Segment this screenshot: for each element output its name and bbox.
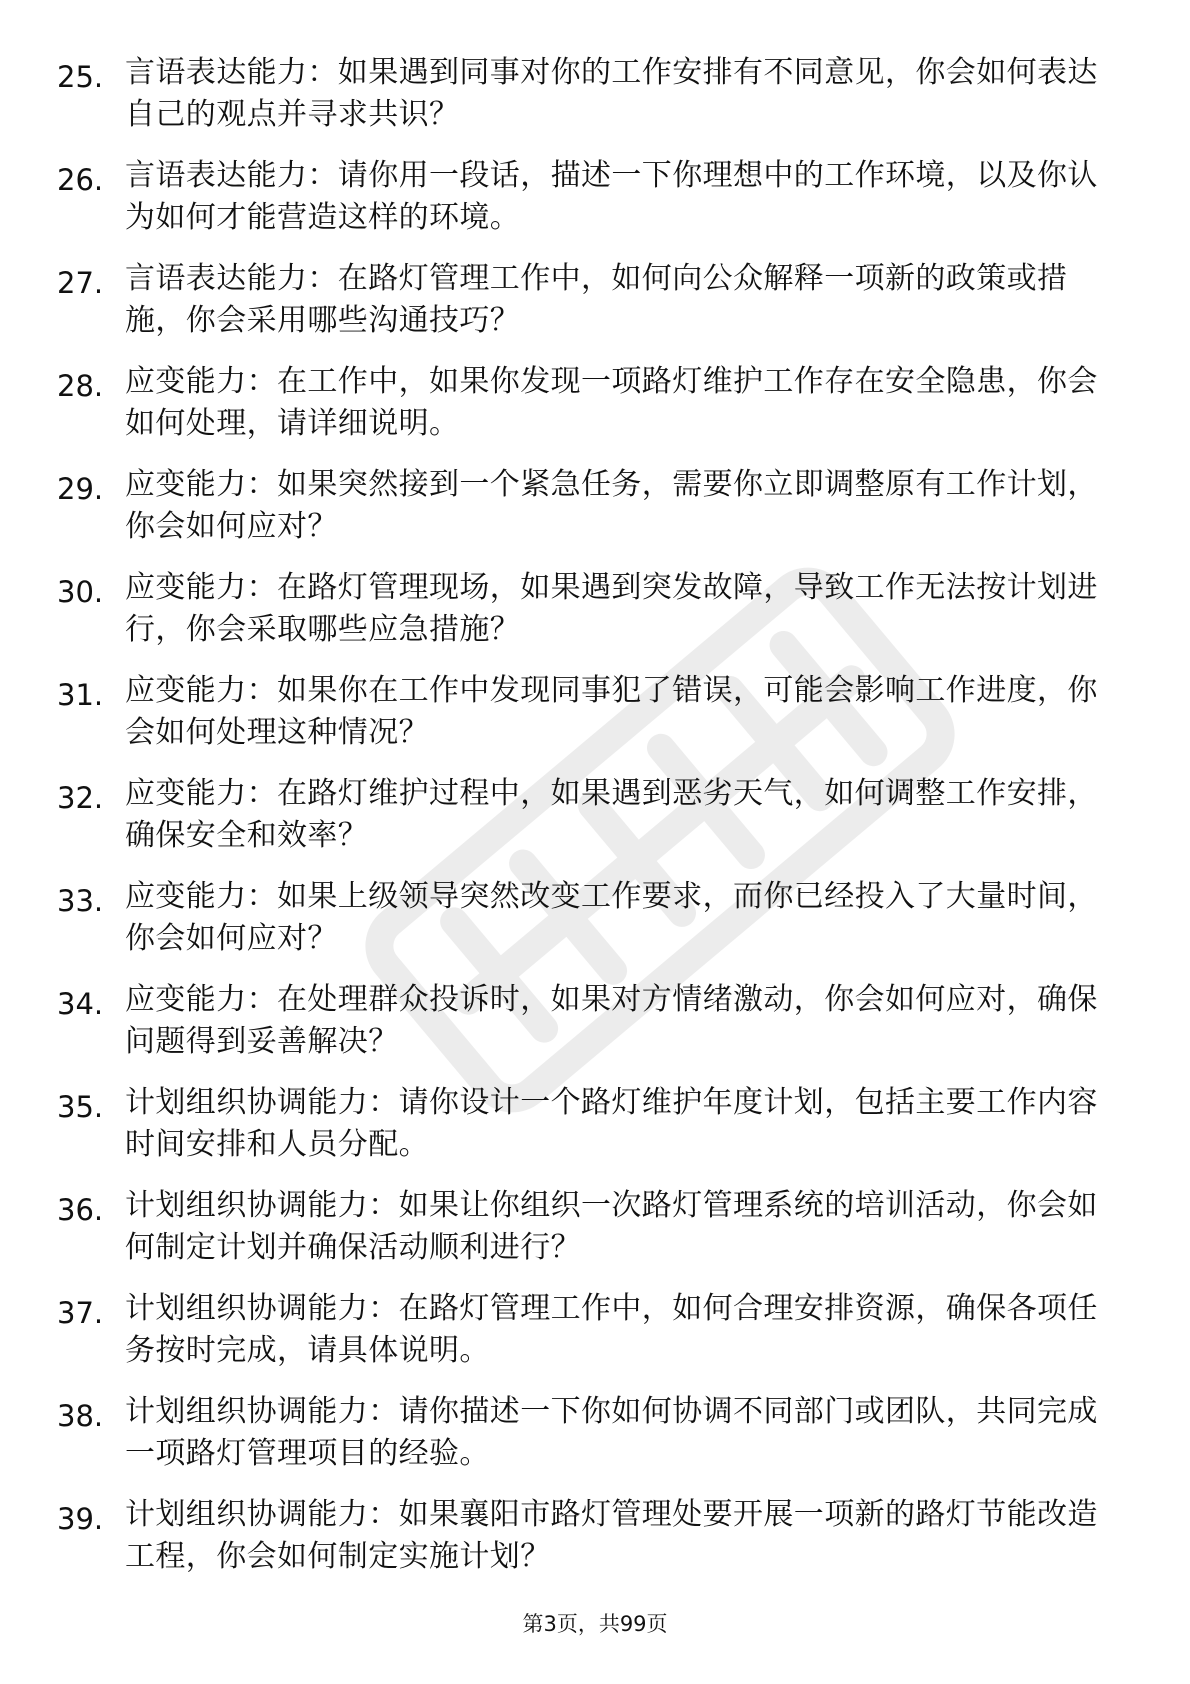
- question-number: 30.: [57, 575, 104, 609]
- question-item: [0, 969, 1190, 1072]
- question-text: 计划组织协调能力：如果让你组织一次路灯管理系统的培训活动，你会如何制定计划并确保活动顺利进行？: [125, 1188, 1098, 1265]
- question-text: 计划组织协调能力：如果襄阳市路灯管理处要开展一项新的路灯节能改造工程，你会如何制定实施计划？: [125, 1497, 1098, 1574]
- question-list: [0, 42, 1190, 1587]
- question-text: 应变能力：在路灯维护过程中，如果遇到恶劣天气，如何调整工作安排，确保安全和效率？: [125, 776, 1098, 853]
- question-text: 计划组织协调能力：请你描述一下你如何协调不同部门或团队，共同完成一项路灯管理项目的经验。: [125, 1394, 1098, 1471]
- question-item: [0, 866, 1190, 969]
- question-item: [0, 351, 1190, 454]
- question-text: 应变能力：在工作中，如果你发现一项路灯维护工作存在安全隐患，你会如何处理，请详细说明。: [125, 364, 1098, 441]
- question-text: 计划组织协调能力：请你设计一个路灯维护年度计划，包括主要工作内容时间安排和人员分配。: [125, 1085, 1098, 1162]
- question-item: [0, 1484, 1190, 1587]
- question-number: 27.: [57, 266, 104, 300]
- question-item: [0, 1175, 1190, 1278]
- question-item: [0, 248, 1190, 351]
- question-number: 39.: [57, 1502, 104, 1536]
- question-item: [0, 1278, 1190, 1381]
- question-number: 33.: [57, 884, 104, 918]
- question-text: 计划组织协调能力：在路灯管理工作中，如何合理安排资源，确保各项任务按时完成，请具体说明。: [125, 1291, 1098, 1368]
- question-text: 应变能力：如果上级领导突然改变工作要求，而你已经投入了大量时间，你会如何应对？: [125, 879, 1098, 956]
- question-number: 31.: [57, 678, 104, 712]
- question-item: [0, 557, 1190, 660]
- question-text: 应变能力：在路灯管理现场，如果遇到突发故障，导致工作无法按计划进行，你会采取哪些应急措施？: [125, 570, 1098, 647]
- question-number: 34.: [57, 987, 104, 1021]
- question-text: 应变能力：如果突然接到一个紧急任务，需要你立即调整原有工作计划，你会如何应对？: [125, 467, 1098, 544]
- page-number-footer: 第3页，共99页: [522, 1612, 668, 1636]
- question-item: [0, 763, 1190, 866]
- question-number: 36.: [57, 1193, 104, 1227]
- question-item: [0, 1381, 1190, 1484]
- question-text: 言语表达能力：请你用一段话，描述一下你理想中的工作环境，以及你认为如何才能营造这样的环境。: [125, 158, 1098, 235]
- question-text: 言语表达能力：如果遇到同事对你的工作安排有不同意见，你会如何表达自己的观点并寻求共识？: [125, 55, 1098, 132]
- question-text: 言语表达能力：在路灯管理工作中，如何向公众解释一项新的政策或措施，你会采用哪些沟通技巧？: [125, 261, 1068, 338]
- question-item: [0, 42, 1190, 145]
- question-text: 应变能力：在处理群众投诉时，如果对方情绪激动，你会如何应对，确保问题得到妥善解决？: [125, 982, 1098, 1059]
- question-number: 28.: [57, 369, 104, 403]
- question-number: 25.: [57, 60, 104, 94]
- question-number: 26.: [57, 163, 104, 197]
- question-item: [0, 1072, 1190, 1175]
- question-number: 38.: [57, 1399, 104, 1433]
- question-number: 37.: [57, 1296, 104, 1330]
- question-item: [0, 660, 1190, 763]
- question-text: 应变能力：如果你在工作中发现同事犯了错误，可能会影响工作进度，你会如何处理这种情况？: [125, 673, 1098, 750]
- question-number: 29.: [57, 472, 104, 506]
- question-item: [0, 454, 1190, 557]
- question-number: 32.: [57, 781, 104, 815]
- question-number: 35.: [57, 1090, 104, 1124]
- question-item: [0, 145, 1190, 248]
